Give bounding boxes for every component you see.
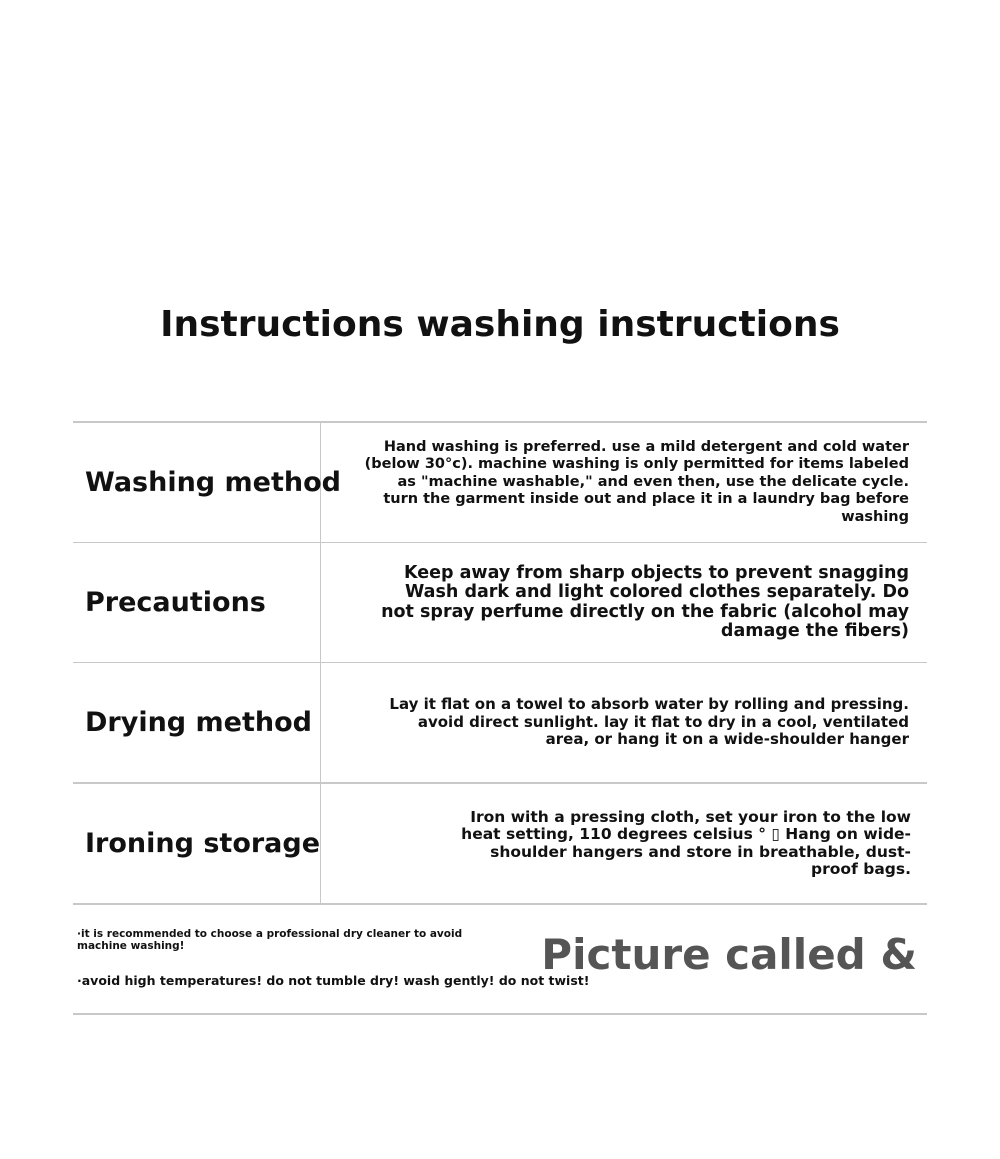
row-description-cell bbox=[321, 784, 927, 903]
warning-note: ·avoid high temperatures! do not tumble dry! wash gently! do not twist! bbox=[77, 973, 590, 988]
row-description-cell bbox=[321, 543, 927, 662]
row-description: Hand washing is preferred. use a mild detergent and cold water (below 30°c). machine washing is only permitted for items labeled as "machine washable," and even then, use the delicate cycle. turn the garment inside out and place it in a laundry bag before washing bbox=[364, 438, 909, 525]
page-title: Instructions washing instructions bbox=[160, 304, 840, 345]
row-label: Precautions bbox=[73, 543, 321, 662]
table-row-precautions bbox=[73, 543, 927, 663]
dry-clean-note: ·it is recommended to choose a professional dry cleaner to avoid machine washing! bbox=[77, 928, 463, 952]
table-row-washing-method bbox=[73, 423, 927, 543]
row-label: Washing method bbox=[73, 423, 321, 542]
row-description: Iron with a pressing cloth, set your iron to the low heat setting, 110 degrees celsius ° ▯ Hang on wide-shoulder hangers and store in breathable, dust-proof bags. bbox=[461, 807, 911, 878]
care-instructions-table bbox=[73, 421, 927, 905]
footer-notes bbox=[73, 902, 927, 1015]
row-description: Keep away from sharp objects to prevent snagging Wash dark and light colored clothes separately. Do not spray perfume directly on the fabric (alcohol may damage the fibers) bbox=[381, 562, 909, 641]
table-row-ironing-storage bbox=[73, 784, 927, 905]
row-description: Lay it flat on a towel to absorb water by rolling and pressing. avoid direct sunlight. lay it flat to dry in a cool, ventilated area, or hang it on a wide-shoulder hanger bbox=[389, 695, 909, 749]
row-label: Drying method bbox=[73, 663, 321, 782]
row-description-cell bbox=[321, 663, 927, 782]
brand-caption: Picture called & bbox=[541, 930, 917, 979]
table-row-drying-method bbox=[73, 663, 927, 784]
row-description-cell bbox=[321, 423, 927, 542]
row-label: Ironing storage bbox=[73, 784, 321, 903]
